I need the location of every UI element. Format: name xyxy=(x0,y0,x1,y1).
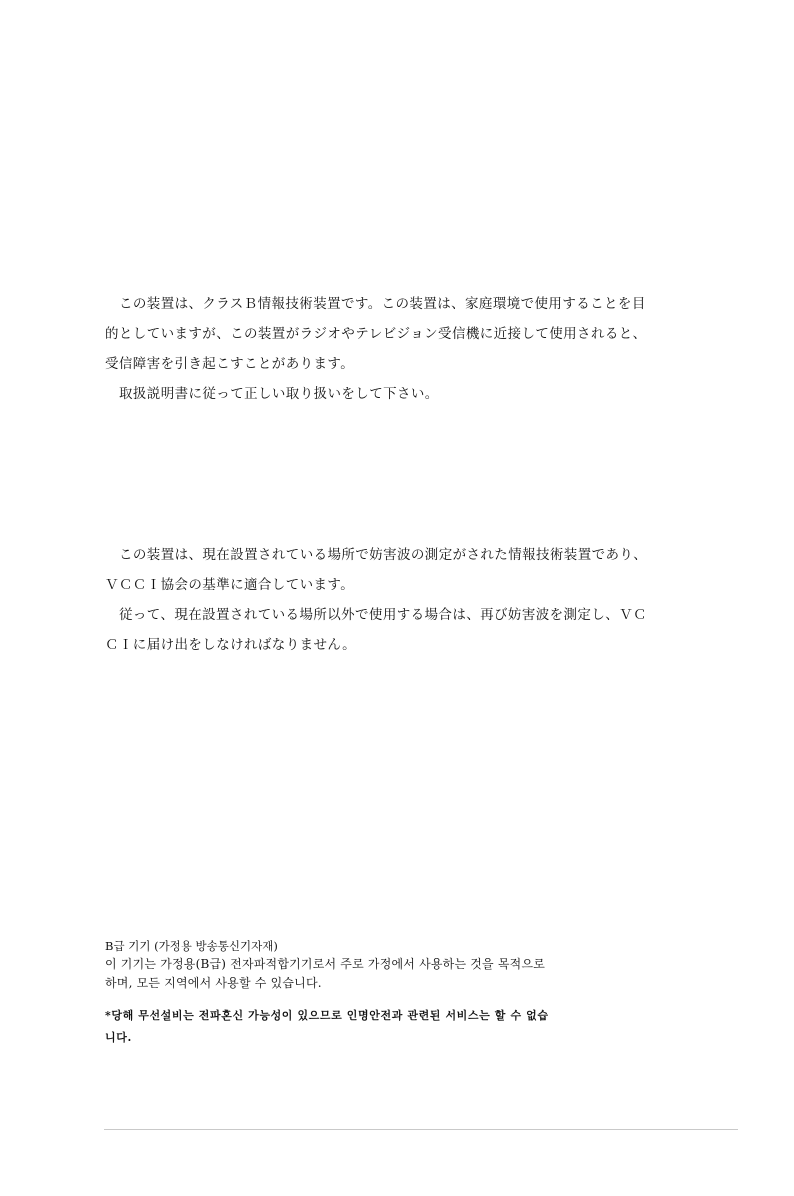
vcci-class-b-notice xyxy=(105,289,697,409)
korean-kc-notice xyxy=(105,938,697,1049)
footer-divider xyxy=(104,1129,738,1130)
korean-notice-warning: *당해 무선설비는 전파혼신 가능성이 있으므로 인명안전과 관련된 서비스는 할 수 없습 니다. xyxy=(105,1009,549,1044)
vcci-class-a-paragraph-2: 従って、現在設置されている場所以外で使用する場合は、再び妨害波を測定し、ＶＣ ＣＩに届け出をしなければなりません。 xyxy=(105,607,647,653)
vcci-class-a-paragraph-1: この装置は、現在設置されている場所で妨害波の測定がされた情報技術装置であり、 ＶＣＣＩ協会の基準に適合しています。 xyxy=(105,547,648,593)
vcci-class-b-paragraph-1: この装置は、クラスＢ情報技術装置です。この装置は、家庭環境で使用することを目 的としていますが、この装置がラジオやテレビジョン受信機に近接して使用されると、 受信障害を引き起こすことがあります。 xyxy=(105,296,647,372)
vcci-class-a-notice xyxy=(105,540,697,660)
korean-notice-body: 이 기기는 가정용(B급) 전자파적합기기로서 주로 가정에서 사용하는 것을 목적으로 하며, 모든 지역에서 사용할 수 있습니다. xyxy=(105,957,546,990)
vcci-class-b-paragraph-2: 取扱説明書に従って正しい取り扱いをして下さい。 xyxy=(119,386,439,402)
korean-notice-title: B급 기기 (가정용 방송통신기자재) xyxy=(105,939,278,953)
